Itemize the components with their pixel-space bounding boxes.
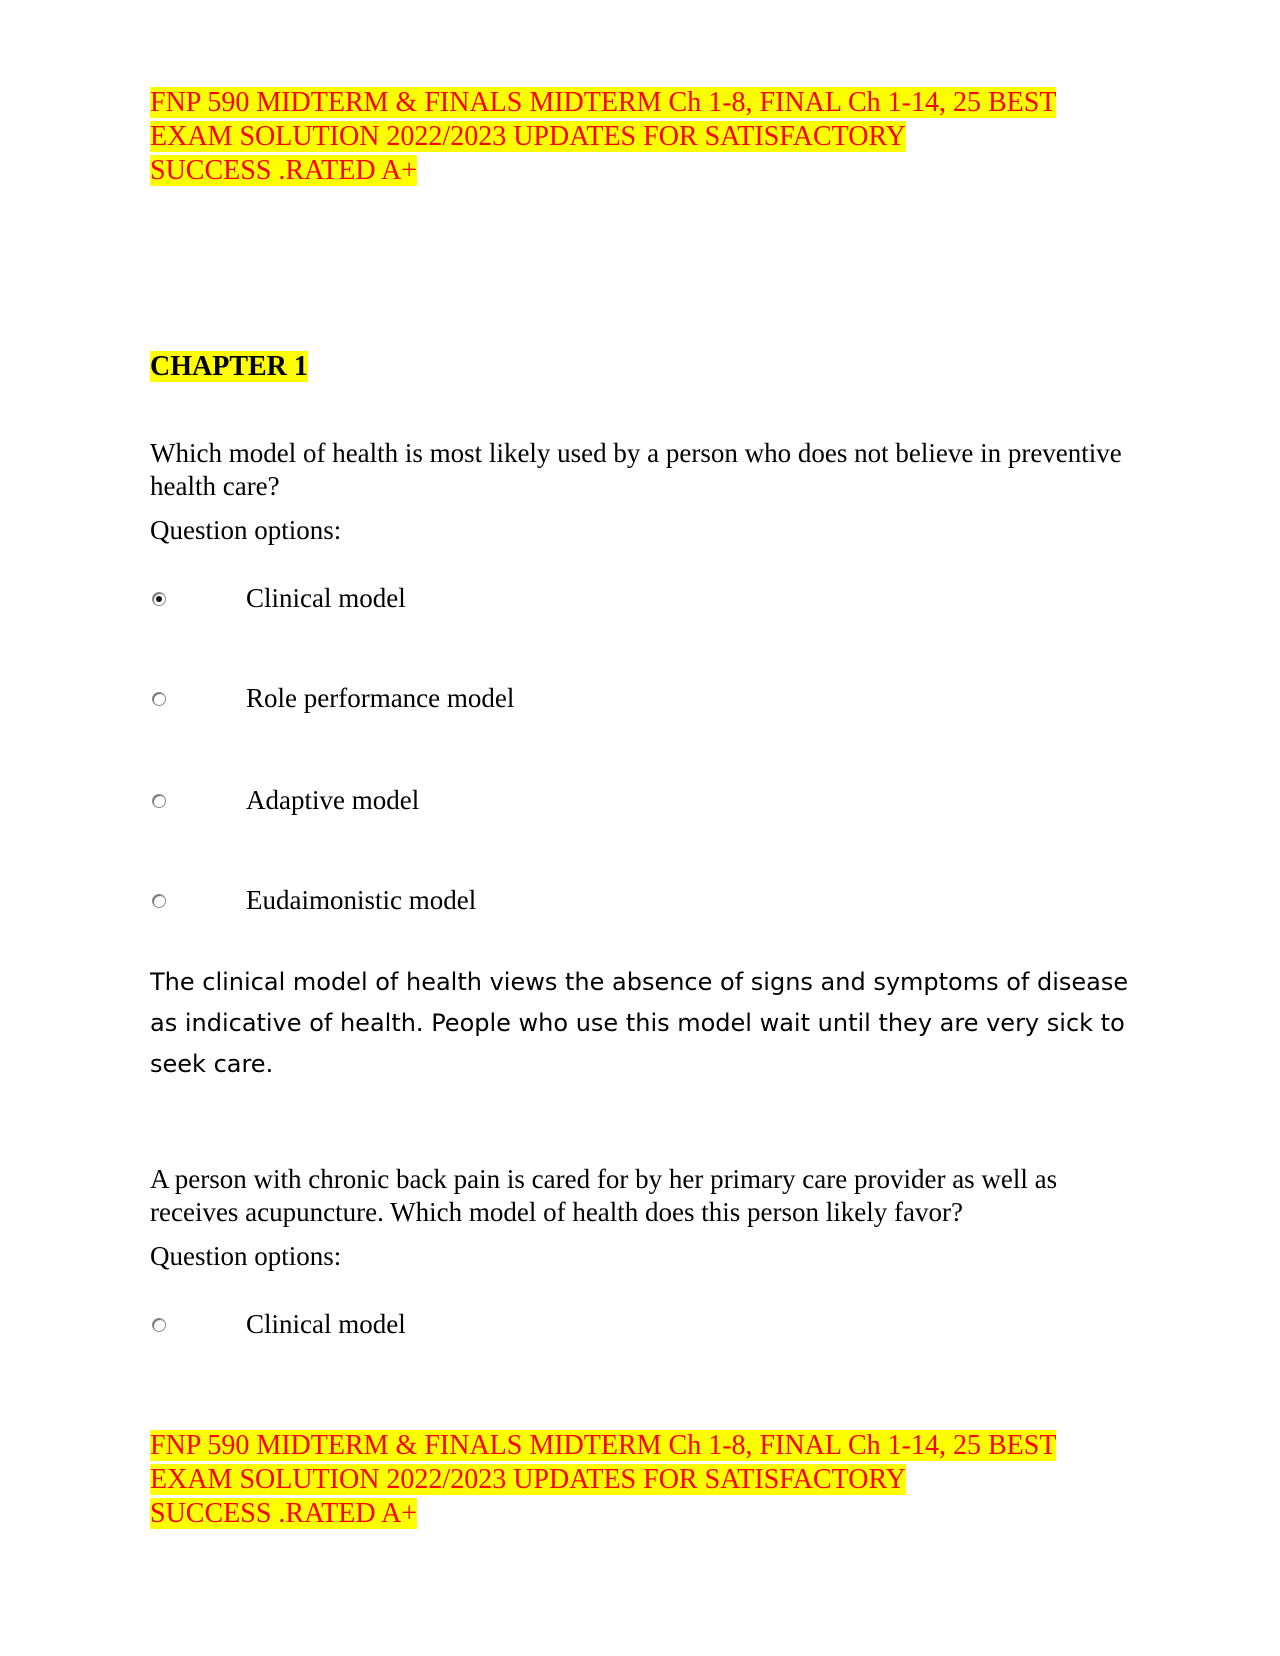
option-label: Eudaimonistic model [246, 885, 477, 915]
document-footer-title [150, 1429, 1110, 1531]
question-1-text: Which model of health is most likely used by a person who does not believe in preventive health care? [150, 438, 1122, 501]
footer-line: EXAM SOLUTION 2022/2023 UPDATES FOR SATISFACTORY [150, 1464, 906, 1495]
radio-selected-icon[interactable] [152, 592, 166, 606]
question-1-explanation: The clinical model of health views the absence of signs and symptoms of disease as indicative of health. People who use this model wait until they are very sick to seek care. [150, 968, 1129, 1078]
question-2-options-label: Question options: [150, 1241, 342, 1271]
footer-line: FNP 590 MIDTERM & FINALS MIDTERM Ch 1-8, FINAL Ch 1-14, 25 BEST [150, 1430, 1057, 1461]
radio-unselected-icon[interactable] [152, 894, 166, 908]
question-1-option-2[interactable] [150, 682, 750, 718]
question-1-option-4[interactable] [150, 884, 750, 920]
option-label: Role performance model [246, 683, 515, 713]
option-label: Adaptive model [246, 785, 420, 815]
title-line: SUCCESS .RATED A+ [150, 155, 418, 186]
option-label: Clinical model [246, 1309, 406, 1339]
document-title [150, 86, 1110, 188]
radio-unselected-icon[interactable] [152, 692, 166, 706]
question-2-option-1[interactable] [150, 1308, 750, 1344]
chapter-heading-text: CHAPTER 1 [150, 351, 308, 382]
radio-unselected-icon[interactable] [152, 794, 166, 808]
question-2-text: A person with chronic back pain is cared for by her primary care provider as well as receives acupuncture. Which model of health does this person likely favor? [150, 1164, 1058, 1227]
chapter-heading [150, 350, 308, 384]
question-1-option-1[interactable] [150, 582, 750, 618]
footer-line: SUCCESS .RATED A+ [150, 1498, 418, 1529]
title-line: FNP 590 MIDTERM & FINALS MIDTERM Ch 1-8, FINAL Ch 1-14, 25 BEST [150, 87, 1057, 118]
question-1-options-label: Question options: [150, 515, 342, 545]
option-label: Clinical model [246, 583, 406, 613]
title-line: EXAM SOLUTION 2022/2023 UPDATES FOR SATISFACTORY [150, 121, 906, 152]
question-1-option-3[interactable] [150, 784, 750, 820]
radio-unselected-icon[interactable] [152, 1318, 166, 1332]
